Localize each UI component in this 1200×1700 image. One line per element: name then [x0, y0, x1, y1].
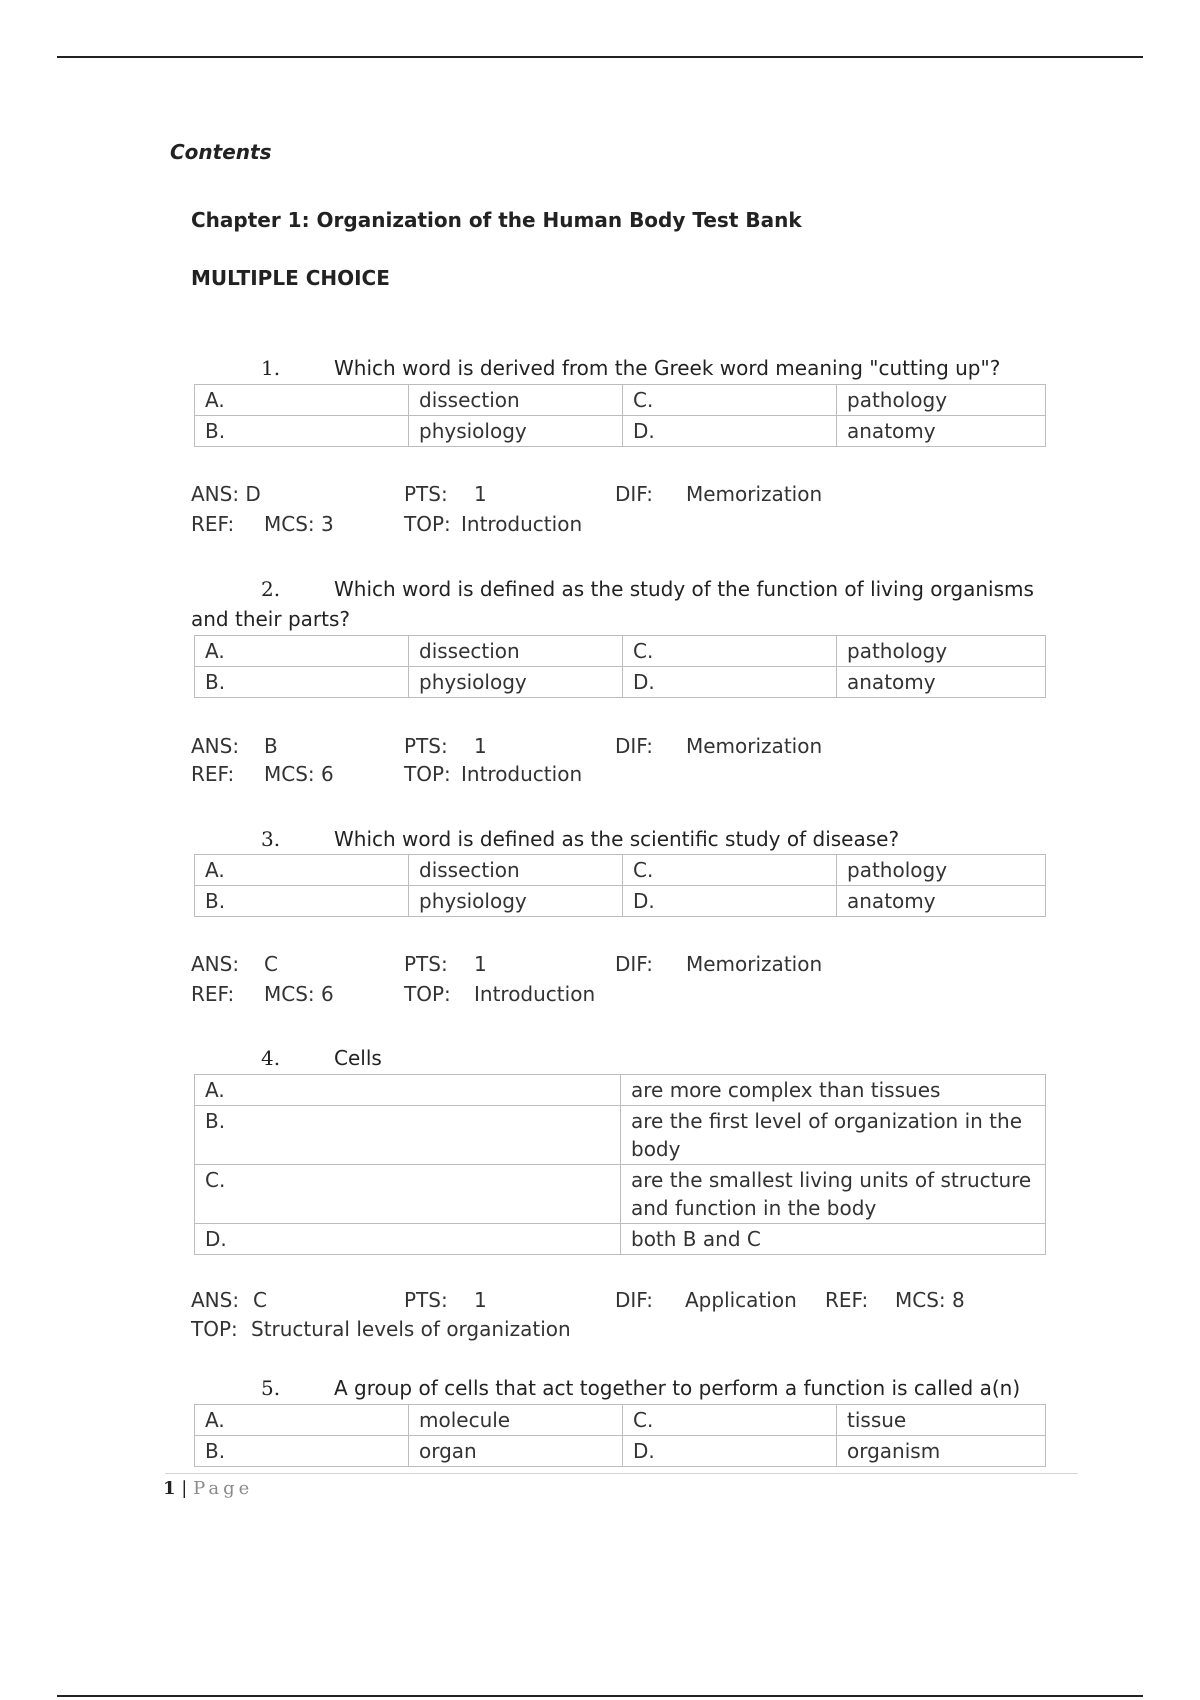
chapter-title: Chapter 1: Organization of the Human Body Test Bank [191, 208, 802, 232]
options-table-4 [194, 1074, 1046, 1255]
option-text: are the first level of organization in the body [621, 1106, 1046, 1165]
options-table-2 [194, 635, 1046, 698]
reference-value: MCS: 3 [264, 512, 334, 536]
table-row [195, 636, 1046, 667]
points-value: 1 [474, 734, 487, 758]
option-letter: D. [623, 416, 837, 447]
answer-value: B [264, 734, 278, 758]
question-text: Which word is defined as the study of the function of living organisms and their parts? [191, 577, 1034, 631]
option-text: organism [837, 1436, 1046, 1467]
points-value: 1 [474, 482, 487, 506]
option-text: dissection [409, 385, 623, 416]
table-row [195, 416, 1046, 447]
topic-label: TOP: [404, 762, 451, 786]
points-label: PTS: [404, 1288, 448, 1312]
answer-meta-1 [191, 479, 991, 539]
difficulty-value: Memorization [686, 482, 823, 506]
table-row [195, 1165, 1046, 1224]
question-text: A group of cells that act together to perform a function is called a(n) [334, 1376, 1021, 1400]
table-row [195, 1224, 1046, 1255]
option-letter: B. [195, 667, 409, 698]
question-2 [191, 574, 1051, 634]
option-letter: A. [195, 1075, 621, 1106]
topic-label: TOP: [191, 1317, 238, 1341]
answer-value: C [264, 952, 278, 976]
option-text: pathology [837, 636, 1046, 667]
table-row [195, 1436, 1046, 1467]
table-row [195, 886, 1046, 917]
question-number: 2. [261, 577, 281, 601]
question-text: Which word is derived from the Greek word meaning "cutting up"? [334, 356, 1001, 380]
options-table-3 [194, 854, 1046, 917]
difficulty-label: DIF: [615, 952, 653, 976]
options-table-5 [194, 1404, 1046, 1467]
points-value: 1 [474, 1288, 487, 1312]
difficulty-label: DIF: [615, 482, 653, 506]
points-value: 1 [474, 952, 487, 976]
question-1 [191, 353, 1051, 383]
option-letter: D. [623, 1436, 837, 1467]
difficulty-label: DIF: [615, 1288, 653, 1312]
question-4 [191, 1043, 1051, 1073]
topic-value: Introduction [474, 982, 596, 1006]
option-letter: A. [195, 385, 409, 416]
reference-label: REF: [191, 762, 235, 786]
option-letter: C. [623, 855, 837, 886]
answer-meta-4 [191, 1285, 991, 1345]
reference-label: REF: [825, 1288, 869, 1312]
table-row [195, 667, 1046, 698]
top-rule [57, 56, 1143, 58]
page-number: 1 [163, 1478, 176, 1499]
option-letter: C. [623, 385, 837, 416]
option-text: both B and C [621, 1224, 1046, 1255]
option-letter: D. [623, 886, 837, 917]
footer-rule [165, 1473, 1078, 1474]
table-row [195, 1106, 1046, 1165]
page-separator: | [181, 1478, 188, 1499]
question-text: Which word is defined as the scientific study of disease? [334, 827, 900, 851]
option-text: anatomy [837, 667, 1046, 698]
answer-meta-3 [191, 949, 991, 1009]
reference-label: REF: [191, 512, 235, 536]
option-letter: B. [195, 1436, 409, 1467]
points-label: PTS: [404, 734, 448, 758]
table-row [195, 1075, 1046, 1106]
option-text: physiology [409, 667, 623, 698]
answer-key: ANS: D [191, 482, 261, 506]
option-letter: A. [195, 855, 409, 886]
table-row [195, 855, 1046, 886]
option-text: organ [409, 1436, 623, 1467]
option-text: pathology [837, 855, 1046, 886]
table-row [195, 1405, 1046, 1436]
option-text: dissection [409, 636, 623, 667]
question-number: 4. [261, 1046, 281, 1070]
difficulty-value: Application [685, 1288, 797, 1312]
reference-value: MCS: 6 [264, 762, 334, 786]
topic-value: Introduction [461, 512, 583, 536]
option-text: pathology [837, 385, 1046, 416]
answer-meta-2 [191, 731, 991, 791]
difficulty-value: Memorization [686, 952, 823, 976]
table-row [195, 385, 1046, 416]
option-letter: B. [195, 886, 409, 917]
difficulty-label: DIF: [615, 734, 653, 758]
option-letter: B. [195, 1106, 621, 1165]
option-letter: C. [195, 1165, 621, 1224]
option-letter: B. [195, 416, 409, 447]
points-label: PTS: [404, 952, 448, 976]
question-number: 3. [261, 827, 281, 851]
points-label: PTS: [404, 482, 448, 506]
option-letter: A. [195, 636, 409, 667]
difficulty-value: Memorization [686, 734, 823, 758]
question-number: 1. [261, 356, 281, 380]
topic-value: Structural levels of organization [251, 1317, 571, 1341]
page-label: Page [193, 1478, 254, 1499]
bottom-rule [57, 1695, 1143, 1697]
reference-value: MCS: 6 [264, 982, 334, 1006]
option-letter: A. [195, 1405, 409, 1436]
options-table-1 [194, 384, 1046, 447]
question-3 [191, 824, 1051, 854]
question-number: 5. [261, 1376, 281, 1400]
option-text: anatomy [837, 416, 1046, 447]
section-title: MULTIPLE CHOICE [191, 266, 390, 290]
question-text: Cells [334, 1046, 382, 1070]
topic-label: TOP: [404, 512, 451, 536]
option-text: molecule [409, 1405, 623, 1436]
answer-label: ANS: [191, 734, 240, 758]
option-text: physiology [409, 886, 623, 917]
option-letter: C. [623, 636, 837, 667]
answer-value: C [253, 1288, 267, 1312]
reference-value: MCS: 8 [895, 1288, 965, 1312]
question-5 [191, 1373, 1051, 1403]
option-letter: D. [623, 667, 837, 698]
option-letter: C. [623, 1405, 837, 1436]
contents-title: Contents [170, 140, 272, 164]
answer-label: ANS: [191, 1288, 240, 1312]
page-footer [163, 1478, 253, 1499]
option-text: are the smallest living units of structure and function in the body [621, 1165, 1046, 1224]
option-text: are more complex than tissues [621, 1075, 1046, 1106]
reference-label: REF: [191, 982, 235, 1006]
topic-value: Introduction [461, 762, 583, 786]
option-text: physiology [409, 416, 623, 447]
option-text: tissue [837, 1405, 1046, 1436]
topic-label: TOP: [404, 982, 451, 1006]
option-letter: D. [195, 1224, 621, 1255]
option-text: dissection [409, 855, 623, 886]
option-text: anatomy [837, 886, 1046, 917]
answer-label: ANS: [191, 952, 240, 976]
